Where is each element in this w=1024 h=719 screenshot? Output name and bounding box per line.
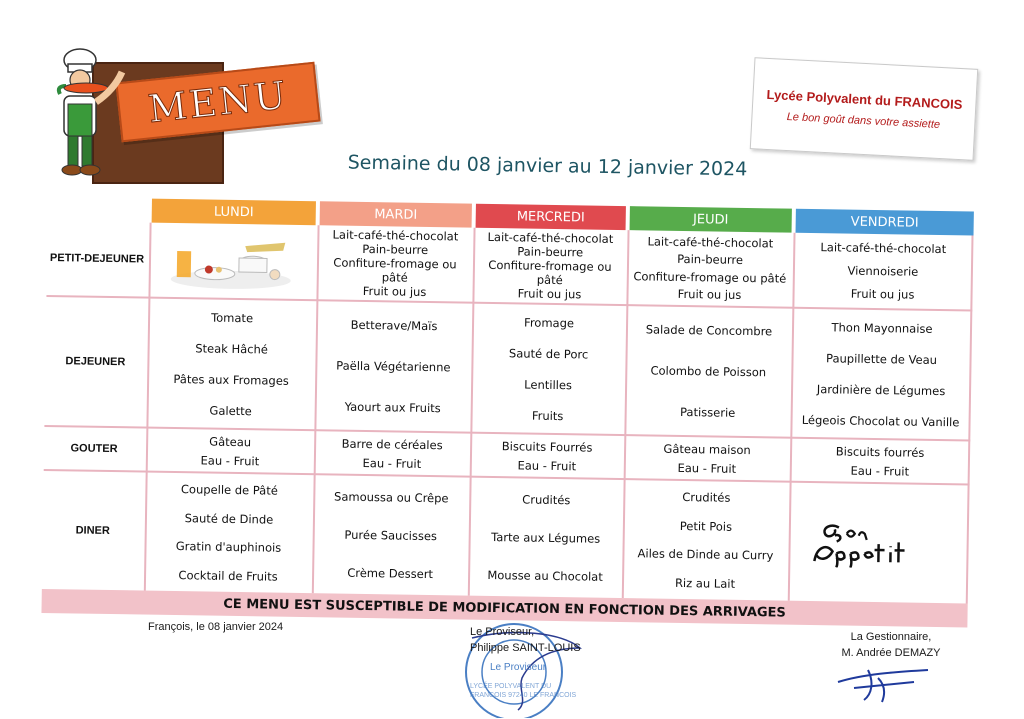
- menu-item: Lait-café-thé-chocolat: [647, 234, 774, 251]
- cell-petit-dejeuner-mercredi: [474, 228, 625, 304]
- cell-dejeuner-vendredi: [792, 309, 970, 440]
- menu-item: Pain-beurre: [362, 241, 429, 257]
- cell-diner-mercredi: [470, 478, 622, 598]
- school-card: [750, 57, 979, 161]
- menu-item: Patisserie: [679, 405, 736, 421]
- menu-item: Mousse au Chocolat: [487, 567, 603, 584]
- proviseur-name: Philippe SAINT-LOUIS: [470, 642, 581, 654]
- proviseur-block: [470, 624, 582, 700]
- menu-item: Paupillette de Veau: [826, 350, 938, 367]
- menu-item: Viennoiserie: [847, 263, 919, 279]
- menu-item: Lait-café-thé-chocolat: [820, 239, 947, 256]
- menu-item: Pâtes aux Fromages: [173, 371, 289, 388]
- menu-item: Gratin d'auphinois: [175, 539, 282, 555]
- menu-item: Confiture-fromage ou pâté: [633, 268, 787, 286]
- place-date: François, le 08 janvier 2024: [148, 621, 284, 633]
- day-header-jeudi: JEUDI: [630, 206, 792, 233]
- menu-item: Légeois Chocolat ou Vanille: [801, 412, 960, 429]
- menu-table: [41, 197, 974, 635]
- row-label-diner: DINER: [75, 524, 110, 538]
- bon-appetit-lettering-icon: [808, 521, 917, 569]
- menu-item: Lait-café-thé-chocolat: [332, 227, 459, 244]
- menu-item: Lentilles: [524, 377, 573, 392]
- menu-item: Samoussa ou Crêpe: [333, 489, 449, 506]
- menu-item: Tomate: [211, 310, 254, 325]
- cell-gouter-jeudi: [626, 436, 789, 481]
- gestionnaire-block: [826, 629, 956, 661]
- cell-dejeuner-lundi: [148, 299, 314, 430]
- day-header-lundi: LUNDI: [152, 199, 316, 226]
- cell-dejeuner-jeudi: [626, 306, 790, 437]
- menu-item: Pain-beurre: [517, 244, 584, 260]
- signature-icon: [834, 664, 930, 704]
- day-header-mardi: MARDI: [320, 201, 472, 227]
- menu-item: Purée Saucisses: [344, 527, 438, 544]
- menu-item: Fromage: [524, 314, 575, 330]
- cell-dejeuner-mardi: [316, 301, 470, 431]
- menu-item: Eau - Fruit: [517, 457, 577, 473]
- menu-item: Biscuits fourrés: [835, 443, 925, 460]
- menu-item: Confiture-fromage ou pâté: [488, 257, 612, 288]
- menu-item: Galette: [209, 403, 252, 418]
- menu-item: Thon Mayonnaise: [831, 319, 933, 336]
- menu-item: Yaourt aux Fruits: [344, 400, 441, 416]
- row-label-gouter: GOUTER: [70, 442, 118, 456]
- menu-item: Fruit ou jus: [517, 286, 582, 302]
- menu-item: Sauté de Porc: [508, 345, 589, 362]
- cell-petit-dejeuner-mardi: [318, 225, 471, 301]
- menu-item: Tarte aux Légumes: [491, 530, 601, 546]
- menu-item: Fruit ou jus: [362, 283, 427, 299]
- school-tagline: Le bon goût dans votre assiette: [786, 110, 941, 131]
- menu-item: Eau - Fruit: [677, 460, 737, 476]
- day-header-mercredi: MERCREDI: [476, 204, 626, 230]
- menu-item: Crudités: [522, 492, 571, 508]
- gestionnaire-title: La Gestionnaire,: [850, 631, 932, 643]
- menu-item: Fruits: [531, 408, 564, 423]
- menu-item: Salade de Concombre: [645, 322, 773, 339]
- menu-item: Pain-beurre: [677, 252, 744, 268]
- menu-item: Ailes de Dinde au Curry: [637, 546, 774, 563]
- menu-item: Betterave/Maïs: [350, 317, 438, 333]
- menu-logo-text: MENU: [146, 72, 290, 132]
- chef-illustration-icon: [52, 46, 132, 178]
- menu-item: Crème Dessert: [347, 565, 434, 582]
- menu-item: Gâteau maison: [663, 441, 751, 457]
- row-label-petit-dejeuner: PETIT-DEJEUNER: [49, 252, 145, 266]
- stamp-inner-text: Le Proviseur: [490, 662, 547, 673]
- menu-item: Coupelle de Pâté: [180, 482, 278, 498]
- cell-dejeuner-mercredi: [472, 304, 624, 434]
- cell-diner-jeudi: [624, 480, 788, 601]
- school-name: Lycée Polyvalent du FRANCOIS: [766, 86, 963, 112]
- cell-gouter-lundi: [148, 429, 313, 474]
- day-header-vendredi: VENDREDI: [796, 209, 974, 236]
- menu-item: Riz au Lait: [674, 575, 736, 591]
- row-label-dejeuner: DEJEUNER: [65, 355, 126, 369]
- stamp-ring-text: LYCÉE POLYVALENT DU FRANCOIS 97240 LE FRANCOIS: [470, 683, 577, 699]
- menu-item: Gâteau: [209, 434, 252, 449]
- breakfast-photo-icon: [165, 233, 298, 293]
- menu-item: Sauté de Dinde: [184, 510, 274, 527]
- menu-item: Fruit ou jus: [850, 286, 915, 302]
- menu-item: Steak Hâché: [195, 340, 269, 356]
- menu-item: Crudités: [682, 490, 731, 506]
- menu-item: Petit Pois: [679, 518, 733, 534]
- cell-petit-dejeuner-vendredi: [794, 233, 971, 310]
- menu-item: Lait-café-thé-chocolat: [487, 229, 614, 246]
- menu-item: Eau - Fruit: [850, 463, 910, 479]
- menu-item: Colombo de Poisson: [650, 363, 767, 380]
- week-title: Semaine du 08 janvier au 12 janvier 2024: [347, 151, 748, 181]
- notice-banner: CE MENU EST SUSCEPTIBLE DE MODIFICATION EN FONCTION DES ARRIVAGES: [41, 589, 967, 628]
- menu-item: Eau - Fruit: [200, 452, 260, 468]
- menu-item: Barre de céréales: [341, 436, 443, 452]
- menu-item: Cocktail de Fruits: [178, 567, 278, 584]
- cell-gouter-mercredi: [472, 434, 623, 478]
- menu-item: Biscuits Fourrés: [501, 438, 593, 455]
- cell-petit-dejeuner-jeudi: [628, 230, 791, 307]
- cell-gouter-mardi: [316, 431, 469, 475]
- cell-diner-mardi: [314, 475, 468, 595]
- proviseur-title: Le Proviseur,: [470, 626, 535, 638]
- menu-item: Confiture-fromage ou pâté: [333, 255, 457, 285]
- menu-item: Paëlla Végétarienne: [336, 358, 451, 375]
- gestionnaire-name: M. Andrée DEMAZY: [841, 647, 941, 659]
- menu-item: Fruit ou jus: [677, 287, 742, 303]
- cell-gouter-vendredi: [792, 439, 969, 484]
- menu-item: Eau - Fruit: [362, 455, 422, 471]
- menu-item: Jardinière de Légumes: [816, 381, 946, 398]
- cell-diner-lundi: [146, 473, 312, 594]
